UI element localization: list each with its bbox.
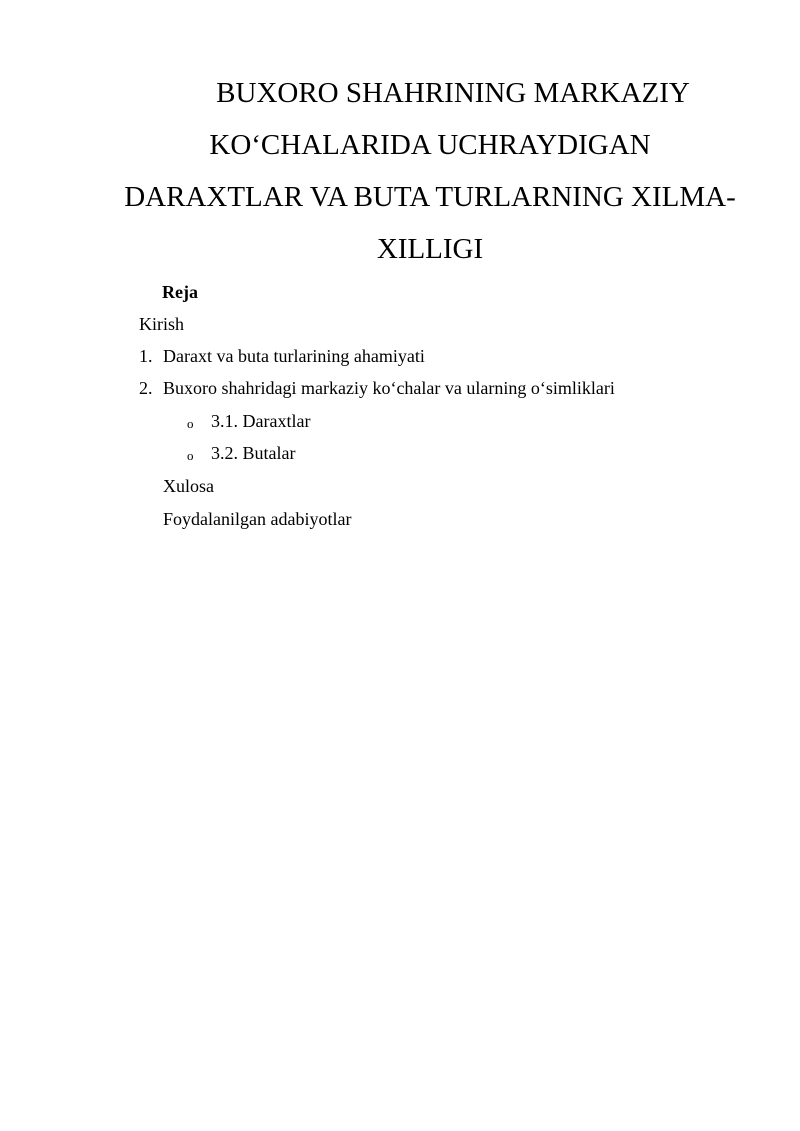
toc-subitem-2-text: 3.2. Butalar	[211, 443, 296, 463]
toc-item-2-text: Buxoro shahridagi markaziy ko‘chalar va ularning o‘simliklari	[163, 378, 615, 398]
toc-item-1-number: 1.	[139, 346, 153, 366]
toc-item-1-text: Daraxt va buta turlarining ahamiyati	[163, 346, 425, 366]
bullet-circle-icon: o	[187, 448, 194, 463]
toc-conclusion: Xulosa	[163, 476, 214, 496]
document-title	[90, 67, 770, 275]
title-line-2: KO‘CHALARIDA UCHRAYDIGAN	[209, 129, 651, 161]
toc-subitem-1-text: 3.1. Daraxtlar	[211, 411, 311, 431]
plan-heading: Reja	[162, 282, 198, 302]
toc-intro: Kirish	[139, 314, 184, 334]
toc-references: Foydalanilgan adabiyotlar	[163, 509, 352, 529]
title-line-3: DARAXTLAR VA BUTA TURLARNING XILMA-	[124, 181, 736, 213]
toc-item-2-number: 2.	[139, 378, 153, 398]
title-line-4: XILLIGI	[376, 233, 484, 265]
bullet-circle-icon: o	[187, 416, 194, 431]
title-line-1: BUXORO SHAHRINING MARKAZIY	[216, 77, 690, 109]
